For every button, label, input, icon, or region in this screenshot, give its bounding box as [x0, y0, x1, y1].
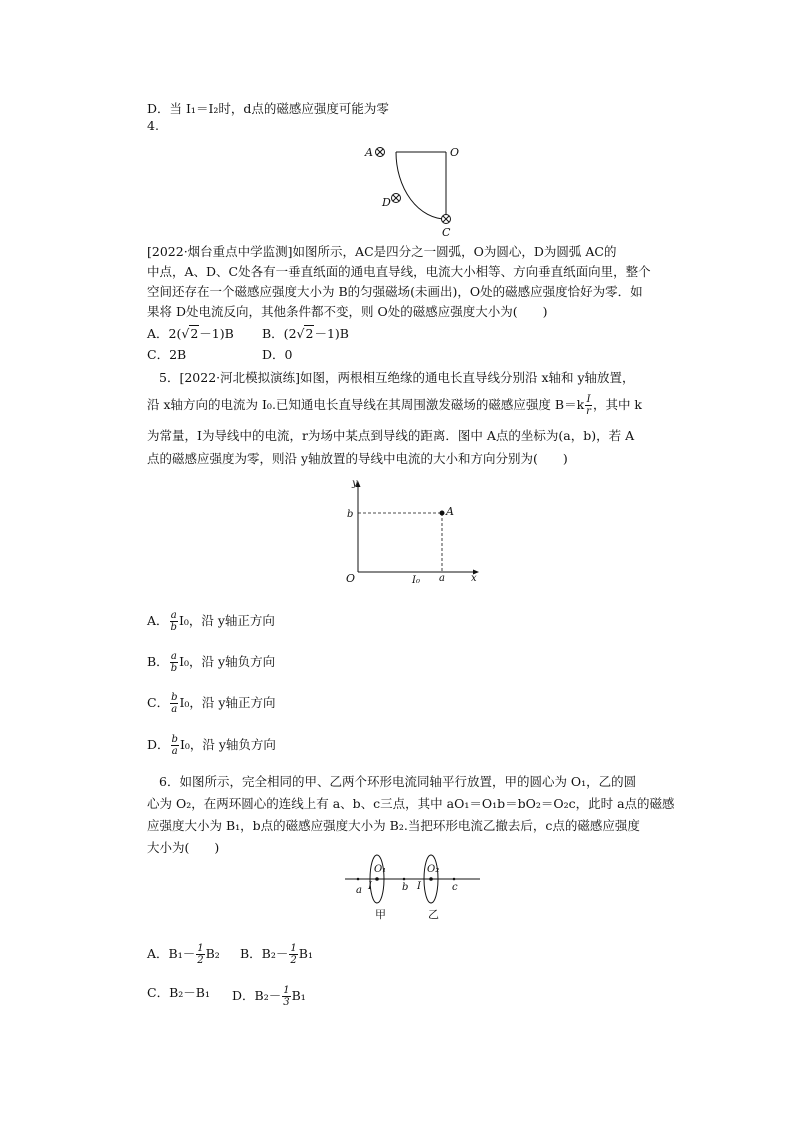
q5-option-c: C． $\frac{b}{a}$ I₀，沿 y轴正方向 [147, 692, 276, 715]
q4-line4: 果将 D处电流反向，其他条件都不变，则 O处的磁感应强度大小为( ) [147, 304, 548, 319]
label-a: a [439, 573, 445, 584]
wire-a-icon [376, 148, 385, 157]
label-o1: O₁ [374, 864, 387, 875]
q5-figure [340, 475, 485, 587]
label-I0: I₀ [412, 575, 420, 586]
label-o2: O₂ [427, 864, 440, 875]
label-y: y [352, 478, 358, 489]
label-O: O [346, 572, 356, 585]
q5-line3: 为常量，I为导线中的电流，r为场中某点到导线的距离．图中 A点的坐标为(a，b)，若 A [147, 428, 635, 443]
point-b [403, 878, 406, 881]
q3-option-d: D．当 I₁＝I₂时，d点的磁感应强度可能为零 [147, 101, 389, 116]
q4-figure [360, 140, 470, 240]
arc-ac [396, 152, 446, 219]
q5-option-d: D． $\frac{b}{a}$ I₀，沿 y轴负方向 [147, 734, 276, 757]
q5-line2: 沿 x轴方向的电流为 I₀.已知通电长直导线在其周围激发磁场的磁感应强度 B＝k $\frac{I}{r}$ ，其中 k [147, 394, 642, 417]
q4-line1: [2022·烟台重点中学监测]如图所示，AC是四分之一圆弧，O为圆心，D为圆弧 AC的 [147, 244, 617, 259]
point-o1 [375, 877, 379, 881]
q4-option-d: D．0 [262, 347, 293, 362]
wire-c-icon [442, 215, 451, 224]
label-c: C [442, 226, 451, 239]
q4-line3: 空间还存在一个磁感应强度大小为 B的匀强磁场(未画出)，O处的磁感应强度恰好为零．如 [147, 284, 643, 299]
q6-option-a: A．B₁－ $\frac{1}{2}$ B₂ [147, 943, 220, 966]
label-i1: I [368, 881, 372, 892]
q6-line3: 应强度大小为 B₁，b点的磁感应强度大小为 B₂.当把环形电流乙撤去后，c点的磁感应强度 [147, 818, 640, 833]
label-i2: I [417, 881, 421, 892]
q6-option-b: B．B₂－ $\frac{1}{2}$ B₁ [240, 943, 313, 966]
label-A: A [446, 505, 454, 518]
q6-line4: 大小为( ) [147, 840, 220, 855]
q5-line1: 5．[2022·河北模拟演练]如图，两根相互绝缘的通电长直导线分别沿 x轴和 y轴放置， [159, 370, 635, 385]
label-a: a [356, 885, 362, 896]
q4-line2: 中点，A、D、C处各有一垂直纸面的通电直导线，电流大小相等、方向垂直纸面向里，整个 [147, 264, 651, 279]
q6-line1: 6．如图所示，完全相同的甲、乙两个环形电流同轴平行放置，甲的圆心为 O₁，乙的圆 [159, 774, 637, 789]
point-o2 [429, 877, 433, 881]
q6-option-c: C．B₂－B₁ [147, 985, 210, 1000]
point-c [453, 878, 456, 881]
label-jia: 甲 [375, 908, 386, 921]
q6-line2: 心为 O₂，在两环圆心的连线上有 a、b、c三点，其中 aO₁＝O₁b＝bO₂＝O₂c，此时 a点的磁感 [147, 796, 675, 811]
q4-option-b: B．(2√2－1)B [262, 326, 349, 341]
point-a [357, 878, 360, 881]
label-yi: 乙 [428, 908, 439, 921]
label-b: b [402, 882, 409, 893]
q4-option-c: C．2B [147, 347, 187, 362]
q4-number: 4. [147, 118, 159, 133]
q4-option-a: A．2(√2－1)B [147, 326, 234, 341]
q5-line4: 点的磁感应强度为零，则沿 y轴放置的导线中电流的大小和方向分别为( ) [147, 451, 568, 466]
label-d: D [382, 196, 391, 209]
q6-figure [340, 852, 490, 924]
label-o: O [450, 146, 460, 159]
q5-option-b: B． $\frac{a}{b}$ I₀，沿 y轴负方向 [147, 651, 276, 674]
point-a [440, 511, 445, 516]
q5-option-a: A． $\frac{a}{b}$ I₀，沿 y轴正方向 [147, 610, 275, 633]
label-c: c [452, 882, 458, 893]
wire-d-icon [392, 194, 401, 203]
label-a: A [365, 146, 373, 159]
label-x: x [471, 573, 477, 584]
label-b: b [347, 509, 354, 520]
q6-option-d: D．B₂－ $\frac{1}{3}$ B₁ [232, 985, 306, 1008]
